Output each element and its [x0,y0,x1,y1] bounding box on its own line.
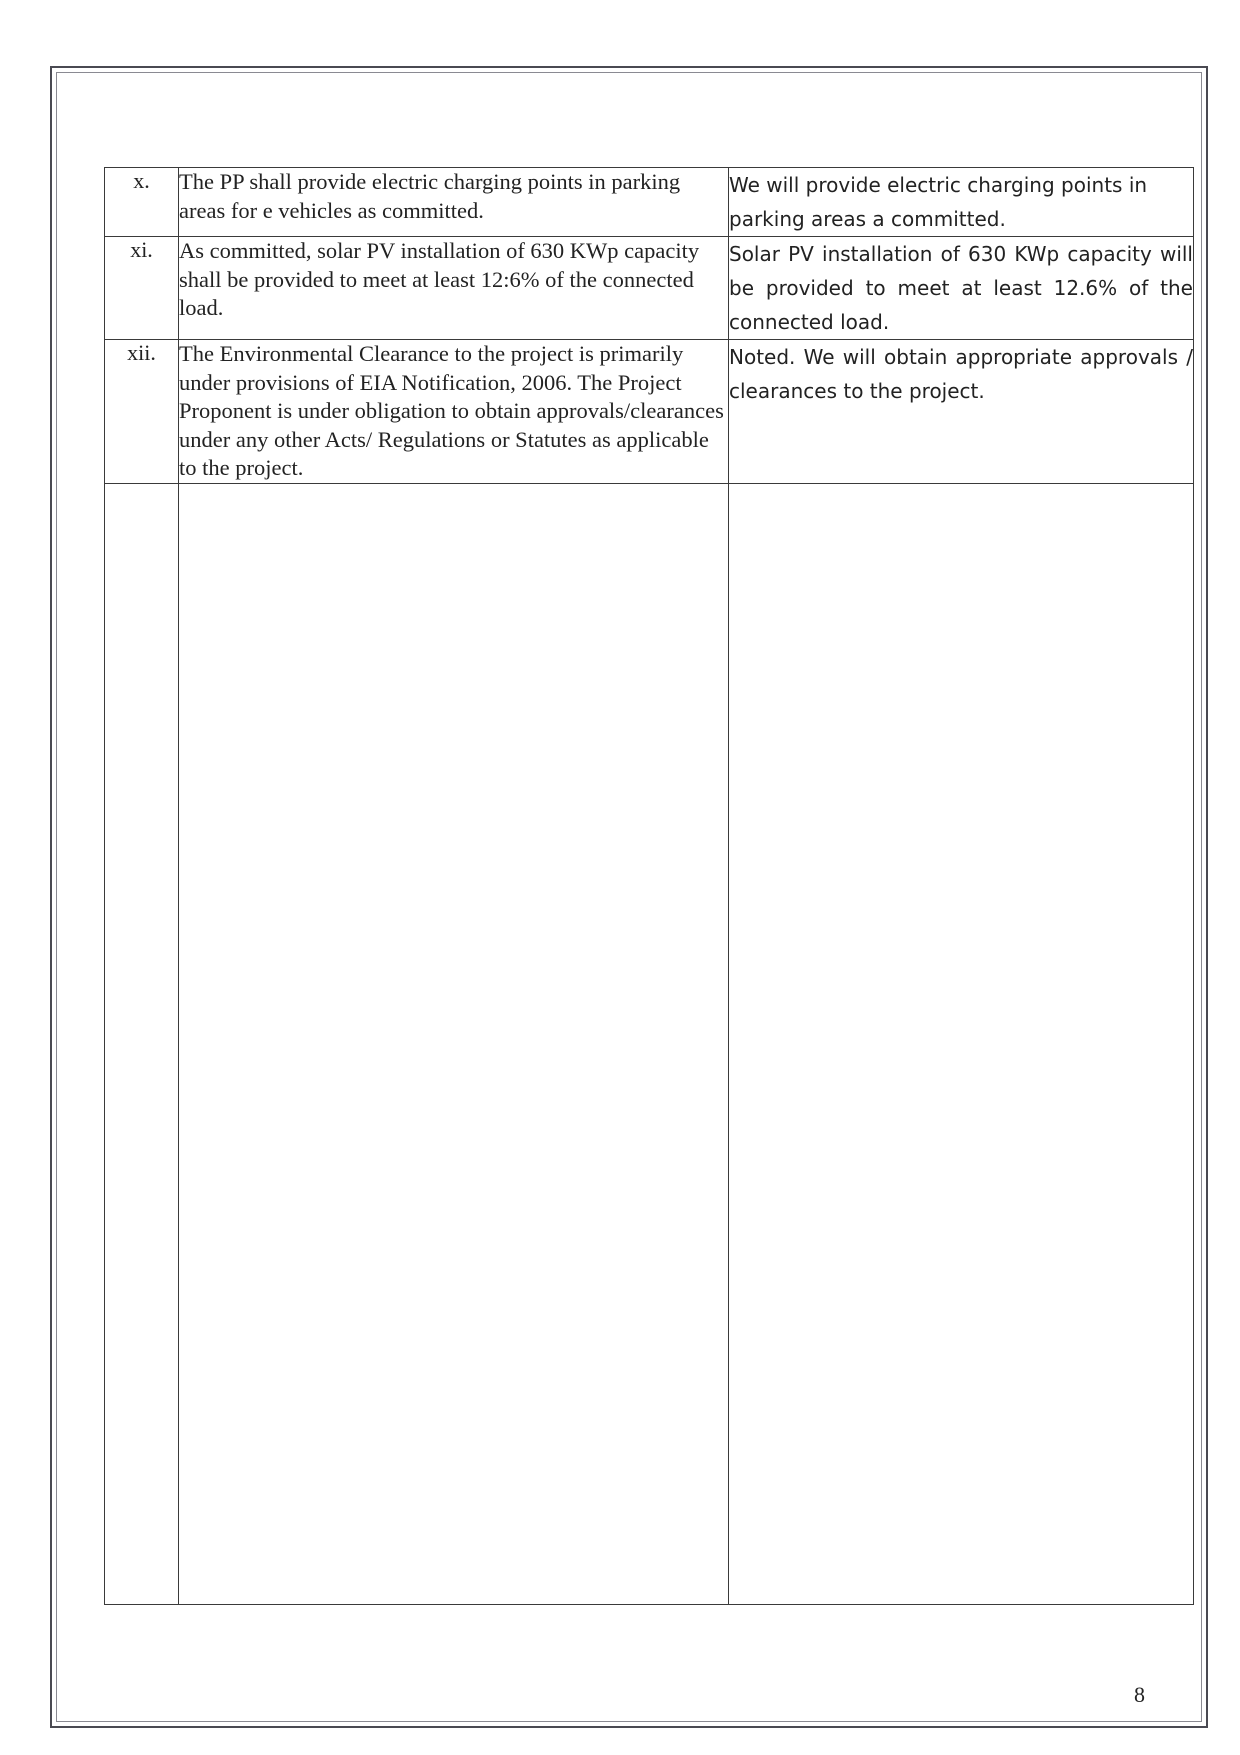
page-number: 8 [1134,1682,1145,1707]
empty-cell [105,483,179,1604]
response-text: Noted. We will obtain appropriate approvals / clearances to the project. [729,340,1194,484]
empty-cell [179,483,729,1604]
response-text: Solar PV installation of 630 KWp capacity will be provided to meet at least 12.6% of the connected load. [729,237,1194,340]
condition-text: The PP shall provide electric charging points in parking areas for e vehicles as committed. [179,168,729,237]
condition-text: As committed, solar PV installation of 630 KWp capacity shall be provided to meet at least 12:6% of the connected load. [179,237,729,340]
compliance-table [104,167,1194,1605]
row-number: xii. [105,340,179,484]
empty-cell [729,483,1194,1604]
table-row [105,237,1194,340]
response-text: We will provide electric charging points in parking areas a committed. [729,168,1194,237]
table-row [105,340,1194,484]
condition-text: The Environmental Clearance to the project is primarily under provisions of EIA Notification, 2006. The Project Proponent is under obligation to obtain approvals/clearances under any other Acts/ Regulations or Statutes as applicable to the project. [179,340,729,484]
empty-table-row [105,483,1194,1604]
row-number: x. [105,168,179,237]
row-number: xi. [105,237,179,340]
table-row [105,168,1194,237]
